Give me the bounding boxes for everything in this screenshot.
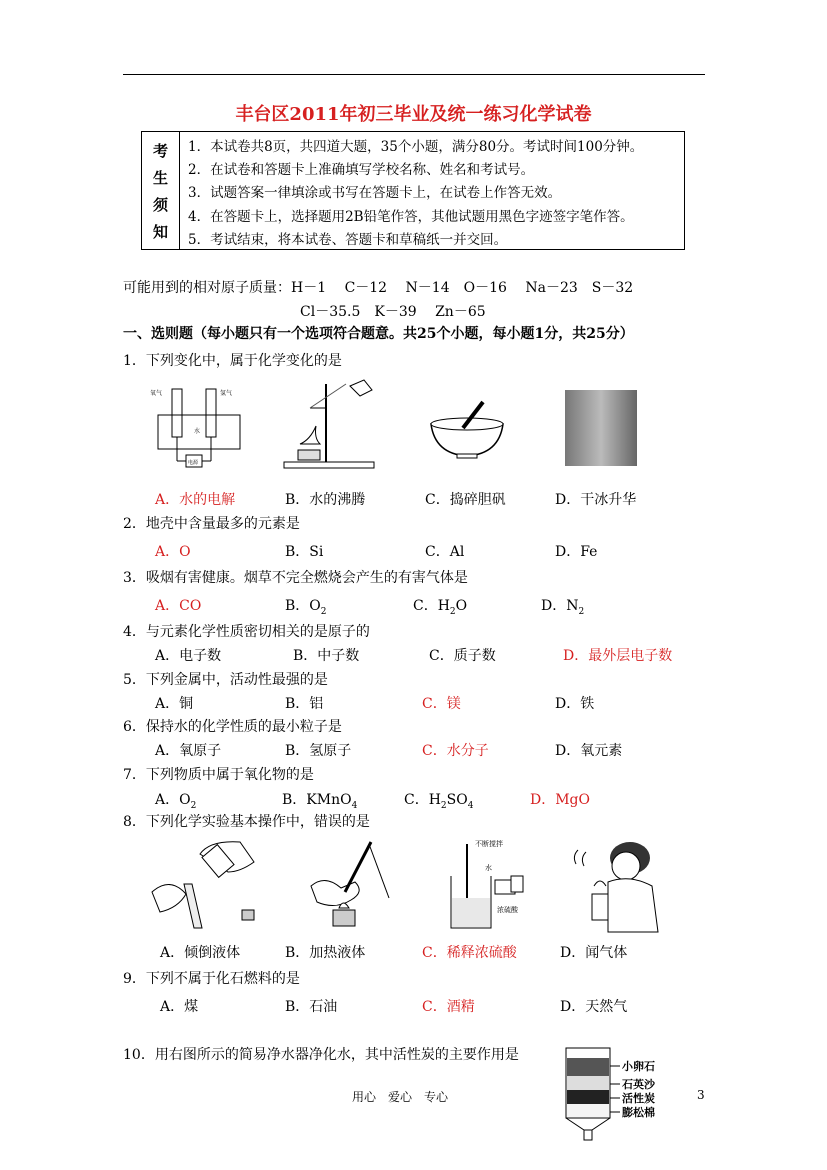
option: B．中子数	[293, 648, 360, 664]
electrolysis-figure	[150, 385, 250, 473]
notice-item: 4．在答题卡上，选择题用2B铅笔作答，其他试题用黑色字迹签字笔作答。	[188, 208, 634, 225]
option: D．氧元素	[555, 743, 623, 759]
option: D．Fe	[555, 544, 598, 560]
notice-header-char: 须	[152, 195, 168, 214]
option: C．$H_2O$	[413, 598, 468, 617]
notice-item: 2．在试卷和答题卡上准确填写学校名称、姓名和考试号。	[188, 162, 535, 179]
option: B．氢原子	[285, 743, 352, 759]
option: C．质子数	[429, 648, 496, 664]
option-answer: C．酒精	[422, 999, 475, 1015]
figure-label: 氢气	[220, 390, 233, 397]
notice-item: 5．考试结束，将本试卷、答题卡和草稿纸一并交回。	[188, 231, 508, 248]
option: B．Si	[285, 544, 324, 560]
smell-gas-figure	[568, 836, 664, 936]
figure-label: 水	[194, 428, 201, 435]
notice-header	[142, 132, 180, 249]
option-answer: A．水的电解	[155, 492, 236, 508]
dry-ice-figure	[563, 388, 639, 468]
notice-header-char: 生	[152, 168, 168, 187]
option-answer: C．稀释浓硫酸	[422, 945, 517, 961]
question-stem: 5．下列金属中，活动性最强的是	[123, 672, 328, 688]
figure-label: 浓硫酸	[497, 906, 518, 914]
option: B．$O_2$	[285, 598, 327, 617]
option: B．水的沸腾	[285, 492, 366, 508]
question-stem: 7．下列物质中属于氧化物的是	[123, 767, 314, 783]
question-stem: 2．地壳中含量最多的元素是	[123, 516, 300, 532]
option: B．KMnO$_4$	[282, 792, 358, 811]
mortar-pestle-figure	[427, 398, 507, 460]
question-stem: 3．吸烟有害健康。烟草不完全燃烧会产生的有害气体是	[123, 570, 468, 586]
option: C．捣碎胆矾	[425, 492, 506, 508]
option-answer: C．水分子	[422, 743, 489, 759]
question-stem: 8．下列化学实验基本操作中，错误的是	[123, 814, 370, 830]
section-heading: 一、选则题（每小题只有一个选项符合题意。共25个小题，每小题1分，共25分）	[123, 326, 634, 342]
dilute-acid-figure	[445, 836, 545, 932]
option-answer: A．CO	[155, 598, 202, 614]
figure-label: 不断搅拌	[475, 840, 503, 848]
page-number: 3	[697, 1088, 705, 1102]
notice-box	[141, 131, 685, 250]
figure-label: 水	[485, 864, 492, 872]
option: B．石油	[285, 999, 338, 1015]
pour-liquid-figure	[150, 836, 260, 932]
notice-item: 1．本试卷共8页，共四道大题，35个小题，满分80分。考试时间100分钟。	[188, 139, 644, 155]
figure-label: 膨松棉	[622, 1106, 655, 1119]
page-title: 丰台区2011年初三毕业及统一练习化学试卷	[235, 104, 592, 125]
option: B．铝	[285, 696, 324, 712]
option: B．加热液体	[285, 945, 366, 961]
figure-label: 氧气	[150, 390, 163, 397]
notice-items	[188, 136, 643, 252]
option-answer: C．镁	[422, 696, 461, 712]
option: A．电子数	[155, 648, 222, 664]
option: D．铁	[555, 696, 595, 712]
heat-liquid-figure	[305, 836, 395, 932]
option: D．闻气体	[560, 945, 628, 961]
option: D．干冰升华	[555, 492, 637, 508]
atomic-mass-line-1: 可能用到的相对原子质量：H－1 C－12 N－14 O－16 Na－23 S－32	[123, 280, 634, 296]
notice-header-char: 考	[152, 141, 168, 160]
option-answer: D．MgO	[530, 792, 590, 808]
figure-label: 石英沙	[622, 1078, 655, 1091]
top-rule	[123, 74, 705, 75]
option: A．倾倒液体	[160, 945, 241, 961]
question-stem: 10．用右图所示的简易净水器净化水，其中活性炭的主要作用是	[123, 1047, 519, 1063]
option: D．$N_2$	[541, 598, 585, 617]
option: A．$O_2$	[155, 792, 197, 811]
figure-label: 活性炭	[622, 1092, 655, 1105]
figure-label: 小卵石	[622, 1060, 655, 1073]
option-answer: D．最外层电子数	[563, 648, 673, 664]
question-stem: 4．与元素化学性质密切相关的是原子的	[123, 624, 370, 640]
footer-motto: 用心 爱心 专心	[352, 1090, 449, 1104]
water-filter-figure	[562, 1044, 674, 1144]
notice-header-char: 知	[152, 222, 168, 241]
figure-label: 电源	[188, 460, 199, 466]
option: D．天然气	[560, 999, 628, 1015]
option-answer: A．O	[155, 544, 191, 560]
option: A．铜	[155, 696, 194, 712]
option: C．$H_2SO_4$	[404, 792, 474, 811]
boiling-apparatus-figure	[280, 378, 382, 470]
question-stem: 6．保持水的化学性质的最小粒子是	[123, 719, 342, 735]
notice-item: 3．试题答案一律填涂或书写在答题卡上，在试卷上作答无效。	[188, 185, 562, 202]
atomic-mass-line-2: Cl－35.5 K－39 Zn－65	[300, 304, 486, 320]
question-stem: 9．下列不属于化石燃料的是	[123, 971, 300, 987]
question-stem: 1．下列变化中，属于化学变化的是	[123, 353, 342, 369]
option: A．氧原子	[155, 743, 222, 759]
option: A．煤	[160, 999, 199, 1015]
option: C．Al	[425, 544, 465, 560]
